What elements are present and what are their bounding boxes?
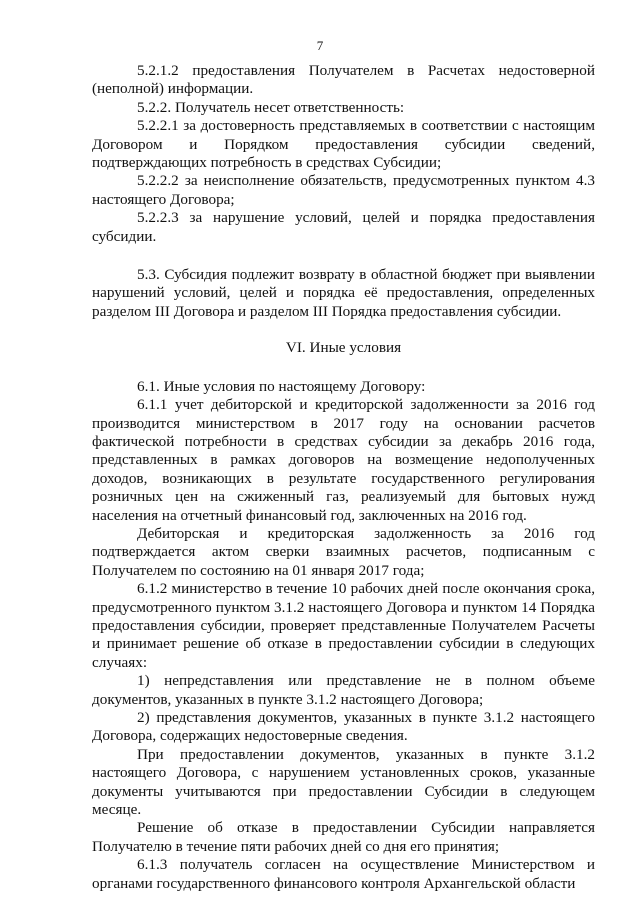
paragraph-5-2-2: 5.2.2. Получатель несет ответственность: [137, 98, 405, 116]
section-heading: VI. Иные условия [285, 339, 402, 357]
paragraph-6-1: 6.1. Иные условия по настоящему Договору: [137, 377, 426, 395]
paragraph-5-2-2-3: 5.2.2.3 за нарушение условий, целей и порядка предоставления субсидии. [92, 209, 595, 245]
paragraph-5-2-2-2: 5.2.2.2 за неисполнение обязательств, предусмотренных пунктом 4.3 настоящего Договора; [92, 172, 595, 208]
paragraph-6-1-2: 6.1.2 министерство в течение 10 рабочих дней после окончания срока, предусмотренного пунктом 3.1.2 настоящего Договора и пунктом 14 Порядка предоставления субсидии, проверяет представленные Получателем Расчеты и принимает решение об отказе в предоставлении субсидии в следующих случаях: [92, 580, 595, 671]
paragraph-5-2-2-1: 5.2.2.1 за достоверность представляемых в соответствии с настоящим Договором и Порядком предоставления субсидии сведений, подтверждающих потребность в средствах Субсидии; [92, 117, 595, 172]
paragraph-5-2-1-2: 5.2.1.2 предоставления Получателем в Расчетах недостоверной (неполной) информации. [92, 62, 595, 98]
page-number: 7 [316, 38, 324, 53]
paragraph-late-documents: При предоставлении документов, указанных в пункте 3.1.2 настоящего Договора, с нарушением установленных сроков, указанные документы учитываются при предоставлении Субсидии в следующем месяце. [92, 745, 595, 819]
paragraph-5-3: 5.3. Субсидия подлежит возврату в областной бюджет при выявлении нарушений условий, целей и порядка её предоставления, определенных разделом III Договора и разделом III Порядка предоставления субсидии. [92, 266, 595, 320]
list-item-2: 2) представления документов, указанных в пункте 3.1.2 настоящего Договора, содержащих недостоверные сведения. [92, 709, 595, 745]
paragraph-refusal-notice: Решение об отказе в предоставлении Субсидии направляется Получателю в течение пяти рабочих дней со дня его принятия; [92, 819, 595, 855]
list-item-1: 1) непредставления или представление не в полном объеме документов, указанных в пункте 3.1.2 настоящего Договора; [92, 672, 595, 708]
paragraph-debt-confirmation: Дебиторская и кредиторская задолженность за 2016 год подтверждается актом сверки взаимных расчетов, подписанным с Получателем по состоянию на 01 января 2017 года; [92, 524, 595, 579]
paragraph-6-1-1: 6.1.1 учет дебиторской и кредиторской задолженности за 2016 год производится министерством в 2017 году на основании расчетов фактической потребности в средствах субсидии за декабрь 2016 года, представленных в рамках договоров на возмещение недополученных доходов, возникающих в результате государственного регулирования розничных цен на сжиженный газ, реализуемый для бытовых нужд населения на отчетный финансовый год, заключенных на 2016 год. [92, 396, 595, 524]
paragraph-6-1-3: 6.1.3 получатель согласен на осуществление Министерством и органами государственного финансового контроля Архангельской области [92, 856, 595, 892]
document-body [92, 62, 595, 893]
